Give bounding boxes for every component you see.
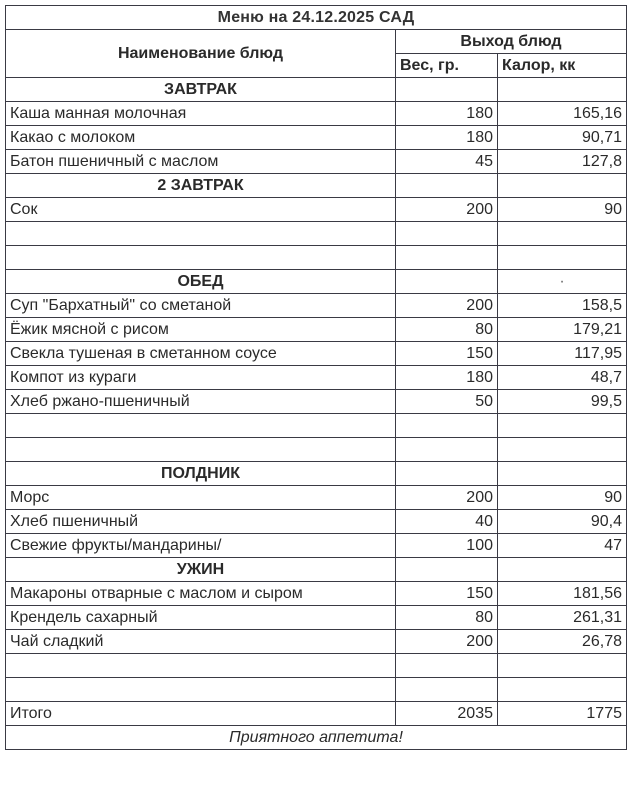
title-row [6,6,627,30]
dish-weight: 150 [396,582,498,606]
dish-name: Свекла тушеная в сметанном соусе [6,342,396,366]
dish-calories: 181,56 [498,582,627,606]
dish-calories: 165,16 [498,102,627,126]
dish-weight: 50 [396,390,498,414]
total-row [6,702,627,726]
dish-calories: 127,8 [498,150,627,174]
empty-cell [498,558,627,582]
dish-name: Какао с молоком [6,126,396,150]
column-header-weight: Вес, гр. [396,54,498,78]
section-title: ОБЕД [6,270,396,294]
dish-name: Суп "Бархатный" со сметаной [6,294,396,318]
table-row [6,366,627,390]
section-row-breakfast [6,78,627,102]
section-row-lunch [6,270,627,294]
header-row [6,30,627,54]
dish-calories: 90,71 [498,126,627,150]
dish-name: Морс [6,486,396,510]
empty-cell [396,174,498,198]
table-row [6,630,627,654]
dish-weight: 180 [396,126,498,150]
column-header-calories: Калор, кк [498,54,627,78]
dish-weight: 180 [396,102,498,126]
dish-calories: 47 [498,534,627,558]
table-row [6,606,627,630]
empty-row [6,654,627,678]
total-calories: 1775 [498,702,627,726]
section-row-dinner [6,558,627,582]
section-title: ПОЛДНИК [6,462,396,486]
page-title: Меню на 24.12.2025 САД [6,6,627,30]
dish-weight: 180 [396,366,498,390]
dish-weight: 200 [396,630,498,654]
dish-name: Свежие фрукты/мандарины/ [6,534,396,558]
dish-weight: 80 [396,606,498,630]
section-title: ЗАВТРАК [6,78,396,102]
dish-calories: 90 [498,486,627,510]
table-row [6,510,627,534]
table-row [6,534,627,558]
dish-weight: 150 [396,342,498,366]
dish-name: Макароны отварные с маслом и сыром [6,582,396,606]
table-row [6,390,627,414]
dish-name: Компот из кураги [6,366,396,390]
dish-weight: 200 [396,486,498,510]
table-row [6,126,627,150]
dish-calories: 158,5 [498,294,627,318]
empty-cell [498,462,627,486]
empty-cell [498,174,627,198]
table-row [6,150,627,174]
empty-cell [396,270,498,294]
table-row [6,102,627,126]
dish-calories: 26,78 [498,630,627,654]
section-title: 2 ЗАВТРАК [6,174,396,198]
column-header-name: Наименование блюд [6,30,396,78]
dish-name: Хлеб ржано-пшеничный [6,390,396,414]
dish-name: Чай сладкий [6,630,396,654]
stray-mark: · [498,270,627,294]
empty-cell [396,462,498,486]
empty-cell [396,558,498,582]
dish-calories: 90 [498,198,627,222]
empty-row [6,414,627,438]
empty-row [6,222,627,246]
total-label: Итого [6,702,396,726]
dish-calories: 90,4 [498,510,627,534]
footer-message: Приятного аппетита! [6,726,627,750]
dish-weight: 200 [396,198,498,222]
dish-name: Каша манная молочная [6,102,396,126]
empty-row [6,438,627,462]
column-group-output: Выход блюд [396,30,627,54]
empty-cell [498,78,627,102]
table-row [6,198,627,222]
dish-name: Ёжик мясной с рисом [6,318,396,342]
dish-weight: 40 [396,510,498,534]
table-row [6,318,627,342]
dish-calories: 48,7 [498,366,627,390]
dish-name: Батон пшеничный с маслом [6,150,396,174]
section-row-second-breakfast [6,174,627,198]
dish-weight: 45 [396,150,498,174]
dish-calories: 99,5 [498,390,627,414]
dish-weight: 200 [396,294,498,318]
section-row-snack [6,462,627,486]
table-row [6,342,627,366]
dish-calories: 117,95 [498,342,627,366]
footer-row [6,726,627,750]
empty-cell [396,78,498,102]
table-row [6,582,627,606]
empty-row [6,678,627,702]
table-row [6,486,627,510]
dish-name: Хлеб пшеничный [6,510,396,534]
dish-calories: 261,31 [498,606,627,630]
menu-table [5,5,627,750]
total-weight: 2035 [396,702,498,726]
dish-name: Крендель сахарный [6,606,396,630]
section-title: УЖИН [6,558,396,582]
dish-weight: 80 [396,318,498,342]
dish-calories: 179,21 [498,318,627,342]
dish-weight: 100 [396,534,498,558]
dish-name: Сок [6,198,396,222]
empty-row [6,246,627,270]
table-row [6,294,627,318]
